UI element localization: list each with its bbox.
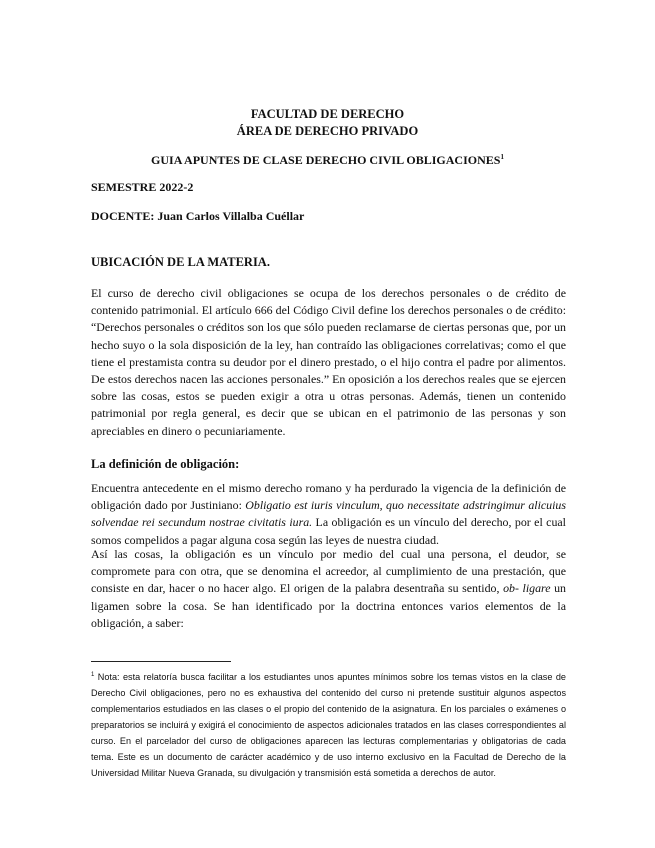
- paragraph-definicion-1-end: La obligación es un vínculo del derecho, por el cual somos compelidos a pagar alguna cosa según las leyes de nuestra ciudad.: [91, 515, 566, 547]
- section-heading-ubicacion: UBICACIÓN DE LA MATERIA.: [91, 255, 270, 269]
- faculty-heading: FACULTAD DE DERECHO: [250, 107, 405, 121]
- etymology-term: ob- ligare: [503, 581, 551, 596]
- paragraph-definicion-2-start: Así las cosas, la obligación es un vínculo por medio del cual una persona, el deudor, se compromete para con otra, que se denomina el acreedor, al cumplimiento de una prestación, que consiste en dar, hacer o no hacer algo. El origen de la palabra desentraña su sentido,: [91, 547, 566, 596]
- latin-definition: Obligatio est iuris vinculum, quo necessitate adstringimur alicuius solvendae rei secundum nostrae civitatis iura.: [91, 498, 566, 530]
- paragraph-ubicacion: El curso de derecho civil obligaciones se ocupa de los derechos personales o de crédito de contenido patrimonial. El artículo 666 del Código Civil define los derechos personales o de crédito: “Derechos personales o créditos son los que sólo pueden reclamarse de ciertas personas que, por un hecho suyo o la sola disposición de la ley, han contraído las obligaciones correlativas; como el que tiene el prestamista contra su deudor por el dinero prestado, o el hijo contra el padre por alimentos. De estos derechos nacen las acciones personales.” En oposición a los derechos reales que se ejercen sobre las cosas, estos se pueden exigir a otra u otras personas. Además, tienen un contenido patrimonial por regla general, es decir que se ubican en el patrimonio de las personas y son apreciables en dinero o pecuniariamente.: [91, 286, 566, 438]
- footnote-divider: [91, 661, 231, 662]
- section-heading-definicion: La definición de obligación:: [91, 457, 240, 471]
- guide-title: [0, 153, 655, 168]
- footnote-text: Nota: esta relatoría busca facilitar a los estudiantes unos apuntes mínimos sobre los temas vistos en la clase de Derecho Civil obligaciones, pero no es exhaustiva del contenido del curso ni pretende sustituir algunos aspectos complementarios estudiados en las clases o el propio del contenido de la asignatura. En los parciales o exámenes o preparatorios se incluirá y exigirá el conocimiento de aspectos adicionales tratados en las clases correspondientes al curso. En el parcelador del curso de obligaciones aparecen las lecturas complementarias y obligatorias de cada tema. Este es un documento de carácter académico y de uso interno exclusivo en la Facultad de Derecho de la Universidad Militar Nueva Granada, su divulgación y transmisión está sometida a derechos de autor.: [91, 672, 566, 779]
- semester-line: SEMESTRE 2022-2: [91, 180, 194, 194]
- footnote: [91, 667, 566, 781]
- footnote-number: 1: [91, 672, 95, 678]
- footnote-ref[interactable]: 1: [500, 153, 504, 161]
- paragraph-definicion-2: [91, 546, 566, 632]
- teacher-line: DOCENTE: Juan Carlos Villalba Cuéllar: [91, 209, 305, 223]
- area-heading: ÁREA DE DERECHO PRIVADO: [236, 124, 419, 138]
- guide-title-text: GUIA APUNTES DE CLASE DERECHO CIVIL OBLIGACIONES: [151, 153, 501, 167]
- paragraph-definicion-1: [91, 480, 566, 549]
- paragraph-definicion-1-start: Encuentra antecedente en el mismo derecho romano y ha perdurado la vigencia de la definición de obligación dado por Justiniano:: [91, 481, 566, 513]
- paragraph-definicion-2-end: un ligamen sobre la cosa. Se han identificado por la doctrina entonces varios elementos de la obligación, a saber:: [91, 581, 566, 630]
